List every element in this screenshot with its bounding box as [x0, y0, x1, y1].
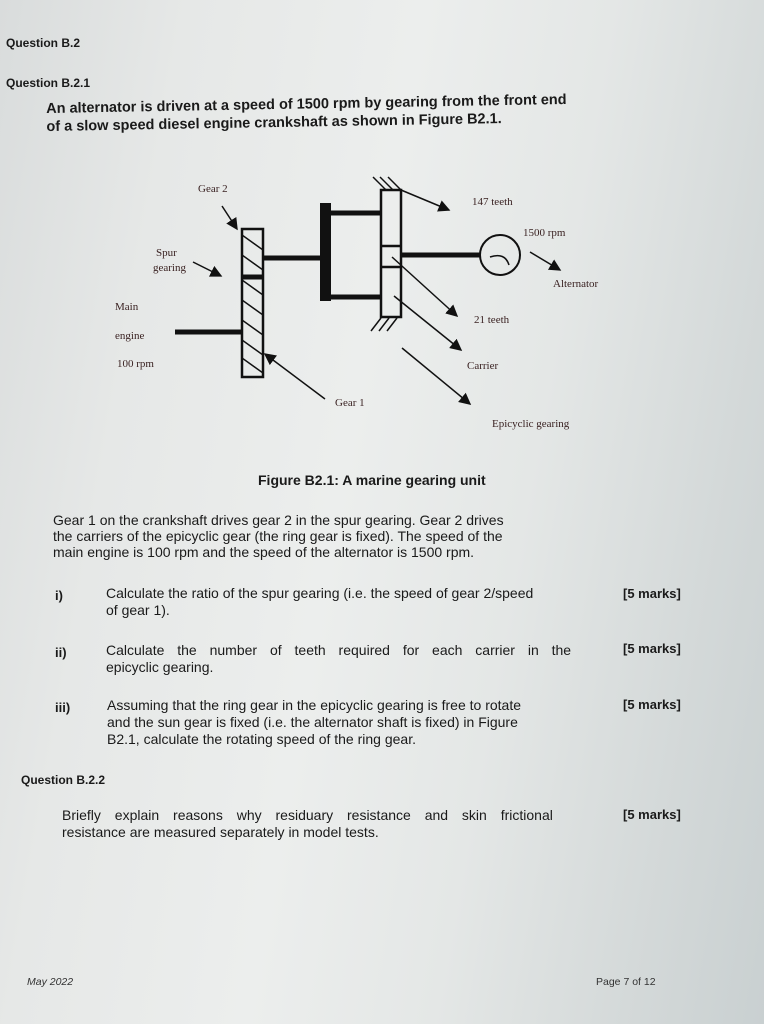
gearing-diagram [0, 0, 764, 460]
question-text-iii [107, 697, 612, 748]
marks-ii: [5 marks] [623, 641, 681, 656]
footer-page-number: Page 7 of 12 [596, 976, 656, 988]
label-gear-1: Gear 1 [335, 397, 365, 409]
question-ii-line-2: epicyclic gearing. [106, 659, 214, 675]
gearing-schematic [0, 0, 764, 460]
label-sun-teeth: 21 teeth [474, 314, 510, 326]
question-i-line-1: Calculate the ratio of the spur gearing (i.e. the speed of gear 2/speed [106, 585, 534, 601]
question-number-ii: ii) [55, 645, 67, 660]
question-iii-line-1: Assuming that the ring gear in the epicyclic gearing is free to rotate [107, 697, 521, 713]
question-ii-line-1: Calculate the number of teeth required for each carrier in the [106, 642, 572, 658]
label-engine-speed: 100 rpm [117, 358, 154, 370]
label-engine: engine [115, 330, 145, 342]
footer-date: May 2022 [27, 976, 74, 988]
label-carrier: Carrier [467, 360, 499, 372]
figure-caption: Figure B2.1: A marine gearing unit [258, 472, 486, 488]
label-main: Main [115, 301, 139, 313]
marks-i: [5 marks] [623, 586, 681, 601]
question-text-ii [106, 642, 611, 676]
description-line-2: the carriers of the epicyclic gear (the ring gear is fixed). The speed of the [53, 528, 503, 544]
question-iii-line-3: B2.1, calculate the rotating speed of the ring gear. [107, 731, 416, 747]
question-i-line-2: of gear 1). [106, 602, 170, 618]
section-heading: Question B.2 [6, 36, 81, 50]
question-b22-text [62, 807, 607, 841]
label-epicyclic: Epicyclic gearing [492, 418, 570, 430]
intro-line-1: An alternator is driven at a speed of 1500 rpm by gearing from the front end [46, 91, 567, 117]
label-alternator-speed: 1500 rpm [523, 227, 566, 239]
question-b22-line-1: Briefly explain reasons why residuary resistance and skin frictional [62, 807, 553, 823]
question-iii-line-2: and the sun gear is fixed (i.e. the alternator shaft is fixed) in Figure [107, 714, 518, 730]
label-spur-1: Spur [156, 247, 177, 259]
intro-line-2: of a slow speed diesel engine crankshaft as shown in Figure B2.1. [46, 111, 502, 135]
label-spur-2: gearing [153, 262, 186, 274]
label-gear-2: Gear 2 [198, 183, 228, 195]
spur-gear-block [242, 229, 263, 377]
label-alternator: Alternator [553, 278, 599, 290]
description-line-3: main engine is 100 rpm and the speed of the alternator is 1500 rpm. [53, 544, 475, 560]
label-ring-teeth: 147 teeth [472, 196, 513, 208]
question-number-i: i) [55, 588, 63, 603]
question-number-iii: iii) [55, 700, 71, 715]
question-text-i [106, 585, 611, 619]
question-b22-line-2: resistance are measured separately in model tests. [62, 824, 379, 840]
subsection-heading: Question B.2.1 [6, 76, 91, 90]
question-b22-heading: Question B.2.2 [21, 773, 106, 787]
description-line-1: Gear 1 on the crankshaft drives gear 2 in the spur gearing. Gear 2 drives [53, 512, 504, 528]
description-paragraph [53, 512, 504, 560]
marks-iii: [5 marks] [623, 697, 681, 712]
marks-b22: [5 marks] [623, 807, 681, 822]
